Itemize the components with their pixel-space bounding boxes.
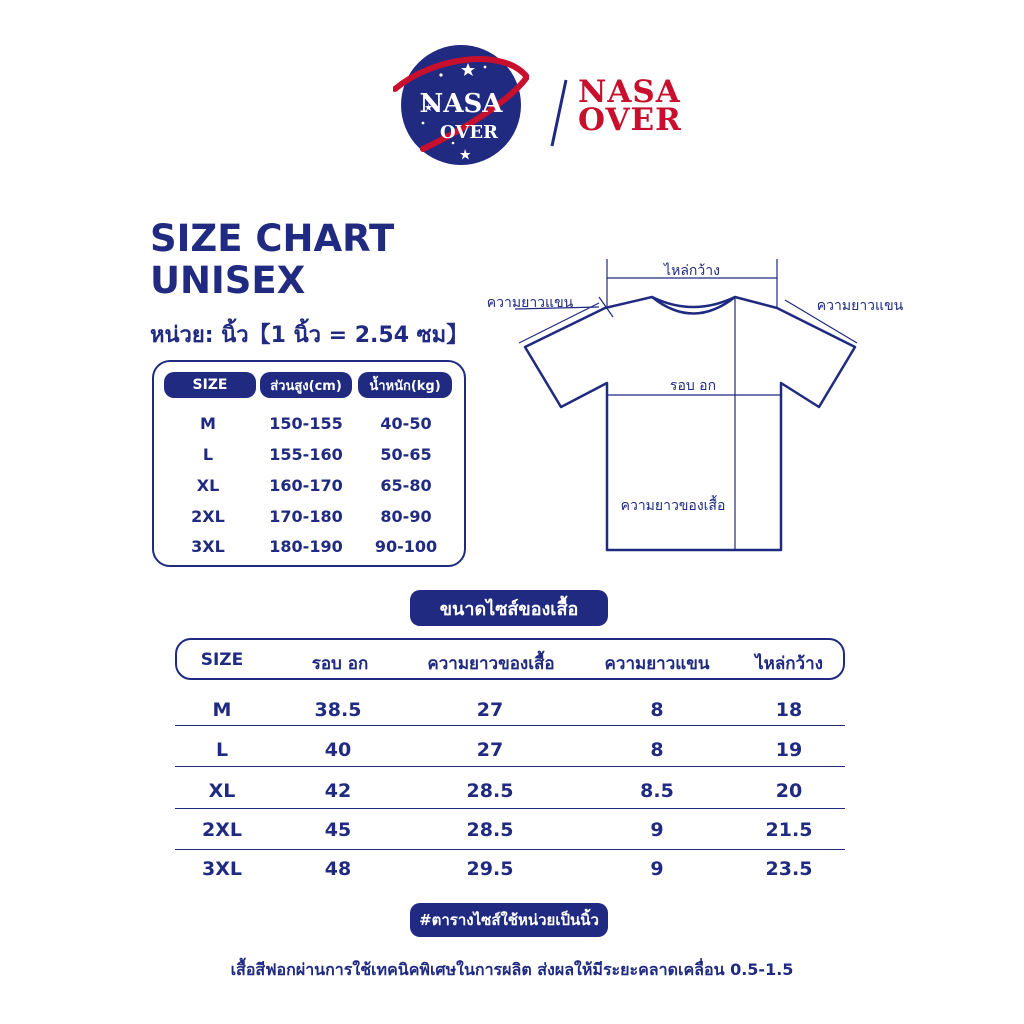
small-cell: 50-65 — [380, 445, 432, 464]
chest-cell: 42 — [324, 780, 352, 802]
footnote: เสื้อสีฟอกผ่านการใช้เทคนิคพิเศษในการผลิต ส่งผลให้มีระยะคลาดเคลื่อน 0.5-1.5 — [230, 960, 794, 979]
small-header-height: ส่วนสูง(cm) — [260, 372, 352, 398]
title-line-1: SIZE CHART — [150, 217, 395, 260]
size-cell: XL — [208, 780, 236, 802]
header-sleeve: ความยาวแขน — [604, 654, 710, 674]
small-cell: L — [202, 445, 214, 464]
size-cell: 3XL — [202, 858, 242, 880]
small-header-size: SIZE — [164, 372, 256, 398]
size-cell: M — [212, 699, 232, 721]
sleeve-cell: 8 — [650, 699, 664, 721]
shoulder-cell: 18 — [775, 699, 803, 721]
brand-line-1: NASA — [578, 74, 681, 110]
small-cell: 155-160 — [269, 445, 343, 464]
shoulder-cell: 23.5 — [765, 858, 813, 880]
logo-text-2: OVER — [439, 122, 499, 143]
small-cell: 3XL — [191, 537, 225, 556]
row-divider — [175, 808, 845, 809]
hashtag-badge: #ตารางไซส์ใช้หน่วยเป็นนิ้ว — [410, 903, 608, 937]
length-cell: 28.5 — [466, 819, 514, 841]
tshirt-measurement-diagram — [465, 245, 925, 560]
small-cell: 2XL — [191, 507, 225, 526]
small-cell: 65-80 — [380, 476, 432, 495]
length-cell: 27 — [476, 699, 504, 721]
size-cell: 2XL — [202, 819, 242, 841]
chest-cell: 48 — [324, 858, 352, 880]
length-cell: 27 — [476, 739, 504, 761]
small-cell: 170-180 — [269, 507, 343, 526]
header-size: SIZE — [200, 650, 244, 670]
shoulder-cell: 19 — [775, 739, 803, 761]
logo-text-1: NASA — [419, 89, 503, 119]
row-divider — [175, 849, 845, 850]
chest-label: รอบ อก — [669, 378, 717, 394]
title-line-2: UNISEX — [150, 259, 306, 302]
sleeve-right-label: ความยาวแขน — [816, 298, 904, 314]
shoulder-cell: 20 — [775, 780, 803, 802]
length-cell: 28.5 — [466, 780, 514, 802]
size-table-header — [175, 638, 845, 680]
unit-note: หน่วย: นิ้ว【1 นิ้ว = 2.54 ซม】 — [150, 323, 469, 348]
small-cell: 160-170 — [269, 476, 343, 495]
row-divider — [175, 725, 845, 726]
small-cell: XL — [196, 476, 220, 495]
small-cell: 150-155 — [269, 414, 343, 433]
small-cell: 180-190 — [269, 537, 343, 556]
brand-wordmark — [578, 74, 682, 138]
shoulder-cell: 21.5 — [765, 819, 813, 841]
length-cell: 29.5 — [466, 858, 514, 880]
length-label: ความยาวของเสื้อ — [620, 498, 726, 514]
height-weight-table — [152, 360, 466, 567]
header-shoulder: ไหล่กว้าง — [755, 654, 823, 674]
sleeve-cell: 8 — [650, 739, 664, 761]
chest-cell: 40 — [324, 739, 352, 761]
header-chest: รอบ อก — [311, 654, 369, 674]
chest-cell: 38.5 — [314, 699, 362, 721]
sleeve-left-label: ความยาวแขน — [486, 295, 574, 311]
small-cell: 80-90 — [380, 507, 432, 526]
small-cell: 90-100 — [374, 537, 438, 556]
sleeve-cell: 9 — [650, 858, 664, 880]
section-title: ขนาดไซส์ของเสื้อ — [410, 590, 608, 626]
small-cell: M — [200, 414, 216, 433]
sleeve-cell: 8.5 — [640, 780, 674, 802]
header-length: ความยาวของเสื้อ — [427, 654, 555, 674]
nasa-over-logo — [393, 37, 529, 173]
size-cell: L — [215, 739, 229, 761]
brand-divider — [549, 78, 569, 148]
sleeve-cell: 9 — [650, 819, 664, 841]
chest-cell: 45 — [324, 819, 352, 841]
small-cell: 40-50 — [380, 414, 432, 433]
page-title — [150, 218, 394, 302]
row-divider — [175, 766, 845, 767]
small-header-weight: น้ำหนัก(kg) — [358, 372, 452, 398]
shoulder-label: ไหล่กว้าง — [664, 263, 720, 279]
brand-line-2: OVER — [578, 102, 682, 138]
